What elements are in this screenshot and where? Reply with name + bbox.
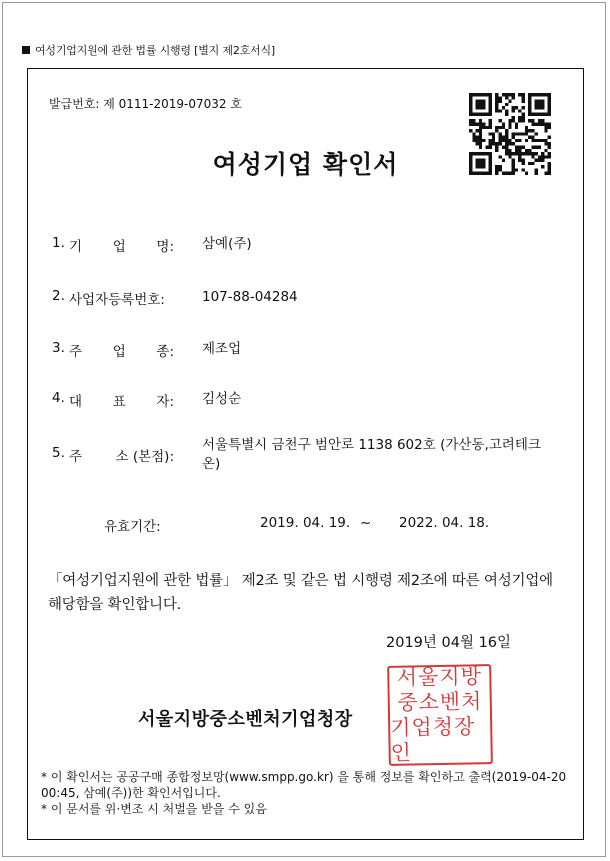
item-number: 2.: [52, 288, 65, 304]
item-number: 1.: [52, 235, 65, 251]
confirmation-statement: 「여성기업지원에 관한 법률」 제2조 및 같은 법 시행령 제2조에 따른 여성기업에 해당함을 확인합니다.: [48, 573, 553, 613]
certificate-box: [27, 68, 584, 840]
issue-number: 발급번호: 제 0111-2019-07032 호: [49, 97, 242, 111]
issuer-name: 서울지방중소벤처기업청장: [138, 709, 353, 730]
item-value: 삼예(주): [202, 236, 252, 252]
item-number: 3.: [52, 340, 65, 356]
bullet-square-icon: [22, 46, 30, 54]
validity-start: 2019. 04. 19.: [260, 515, 351, 531]
footnote-warning: * 이 문서를 위·변조 시 처벌을 받을 수 있음: [41, 802, 267, 816]
item-label: 주 업 종:: [69, 344, 174, 360]
validity-end: 2022. 04. 18.: [399, 515, 490, 531]
item-value: 김성순: [202, 391, 242, 407]
validity-label: 유효기간:: [104, 519, 161, 535]
item-number: 5.: [52, 445, 65, 461]
item-label: 사업자등록번호:: [69, 292, 165, 308]
item-value: 서울특별시 금천구 범안로 1138 602호 (가산동,고려테크온): [202, 437, 541, 472]
item-label: 기 업 명:: [69, 239, 174, 255]
footnote-source: * 이 확인서는 공공구매 종합정보망(www.smpp.go.kr) 을 통해 정보를 확인하고 출력(2019-04-20 00:45, 삼예(주))한 확인서입니다.: [41, 770, 567, 800]
item-label: 대 표 자:: [69, 394, 174, 410]
item-number: 4.: [52, 390, 65, 406]
item-label: 주 소 (본점):: [69, 449, 174, 465]
document-title: 여성기업 확인서: [212, 150, 399, 179]
footnotes: [41, 769, 571, 817]
item-value: 제조업: [202, 341, 242, 357]
form-reference-text: 여성기업지원에 관한 법률 시행령 [별지 제2호서식]: [35, 44, 275, 57]
form-reference: [22, 42, 275, 58]
validity-separator: ~: [360, 515, 372, 531]
official-seal: 서울지방 중소벤처 기업청장인: [387, 664, 493, 766]
issue-date: 2019년 04월 16일: [386, 635, 512, 651]
item-value: 107-88-04284: [202, 289, 298, 305]
